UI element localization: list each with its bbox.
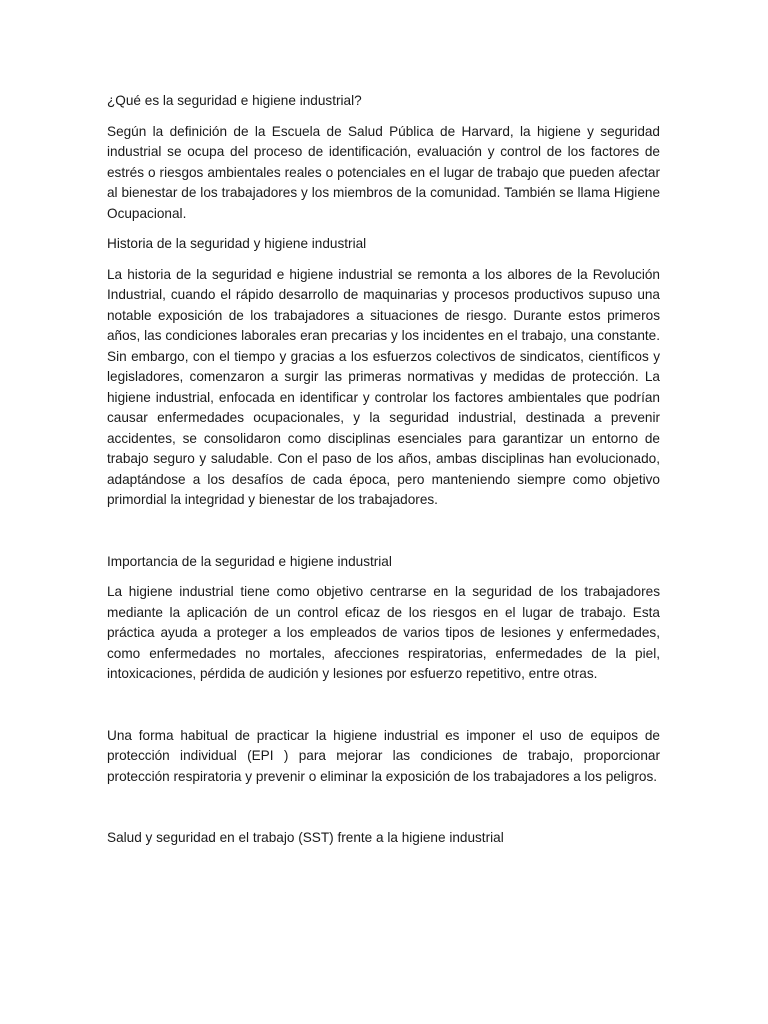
section-heading-historia: Historia de la seguridad y higiene industrial: [107, 236, 367, 251]
paragraph-historia: La historia de la seguridad e higiene industrial se remonta a los albores de la Revolución Industrial, cuando el rápido desarrollo de maquinarias y procesos productivos supuso una notable exposición de los trabajadores a situaciones de riesgo. Durante estos primeros años, las condiciones laborales eran precarias y los incidentes en el trabajo, una constante. Sin embargo, con el tiempo y gracias a los esfuerzos colectivos de sindicatos, científicos y legisladores, comenzaron a surgir las primeras normativas y medidas de protección. La higiene industrial, enfocada en identificar y controlar los factores ambientales que podrían causar enfermedades ocupacionales, y la seguridad industrial, destinada a prevenir accidentes, se consolidaron como disciplinas esenciales para garantizar un entorno de trabajo seguro y saludable. Con el paso de los años, ambas disciplinas han evolucionado, adaptándose a los desafíos de cada época, pero manteniendo siempre como objetivo primordial la integridad y bienestar de los trabajadores.: [107, 266, 660, 507]
spacer: [107, 797, 660, 828]
spacer: [107, 521, 660, 552]
section-heading-importancia: Importancia de la seguridad e higiene industrial: [107, 553, 392, 569]
section-heading-sst: Salud y seguridad en el trabajo (SST) frente a la higiene industrial: [107, 830, 504, 845]
document-page: [107, 91, 660, 859]
section-heading-que-es: ¿Qué es la seguridad e higiene industrial?: [107, 93, 362, 108]
paragraph-importancia: La higiene industrial tiene como objetivo centrarse en la seguridad de los trabajadores mediante la aplicación de un control eficaz de los riesgos en el lugar de trabajo. Esta práctica ayuda a proteger a los empleados de varios tipos de lesiones y enfermedades, como enfermedades no mortales, afecciones respiratorias, enfermedades de la piel, intoxicaciones, pérdida de audición y lesiones por esfuerzo repetitivo, entre otras.: [107, 584, 660, 681]
paragraph-epi: Una forma habitual de practicar la higiene industrial es imponer el uso de equipos de protección individual (EPI ) para mejorar las condiciones de trabajo, proporcionar protección respiratoria y prevenir o eliminar la exposición de los trabajadores a los peligros.: [107, 727, 660, 784]
paragraph-definicion: Según la definición de la Escuela de Salud Pública de Harvard, la higiene y seguridad industrial se ocupa del proceso de identificación, evaluación y control de los factores de estrés o riesgos ambientales reales o potenciales en el lugar de trabajo que pueden afectar al bienestar de los trabajadores y los miembros de la comunidad. También se llama Higiene Ocupacional.: [107, 123, 660, 221]
spacer: [107, 695, 660, 726]
